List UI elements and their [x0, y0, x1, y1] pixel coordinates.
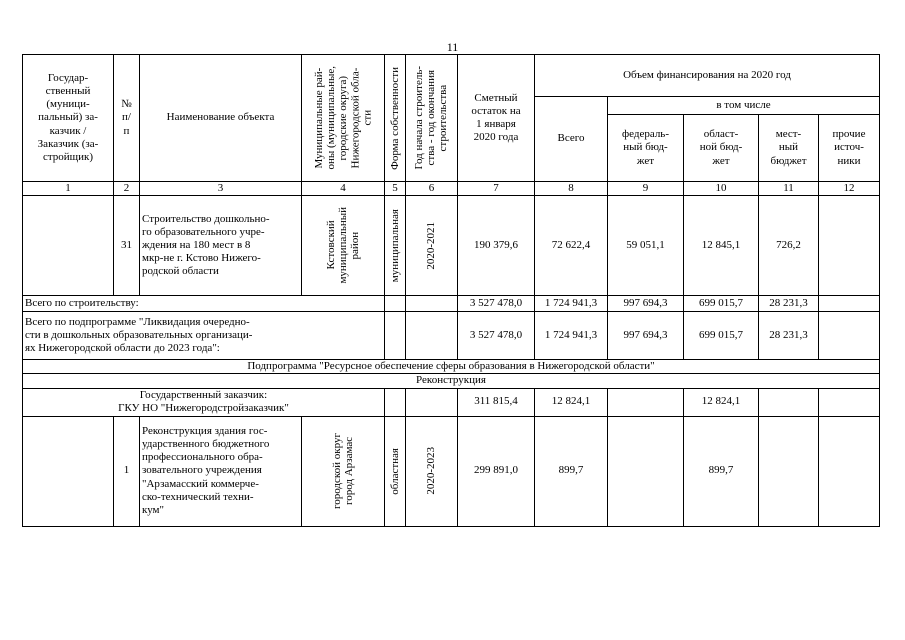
header-district: Муниципальные рай- оны (муниципальные, городские округа) Нижегородской обла- сти — [302, 55, 385, 182]
district-cell: Кстовский муниципальный район — [302, 196, 385, 296]
regional-cell: 12 824,1 — [684, 388, 759, 416]
header-funding: Объем финансирования на 2020 год — [535, 55, 880, 97]
header-other: прочие источ- ники — [819, 115, 880, 182]
header-including: в том числе — [608, 97, 880, 115]
column-index: 4 — [302, 182, 385, 196]
column-index: 12 — [819, 182, 880, 196]
column-index: 1 — [23, 182, 114, 196]
column-index: 5 — [385, 182, 406, 196]
customer-row — [23, 388, 880, 416]
row-number: 31 — [114, 196, 140, 296]
table-row — [23, 196, 880, 296]
header-local: мест- ный бюджет — [759, 115, 819, 182]
local-cell: 28 231,3 — [759, 296, 819, 312]
total-cell: 899,7 — [535, 416, 608, 526]
column-index: 3 — [140, 182, 302, 196]
header-number: № п/ п — [114, 55, 140, 182]
subprogram-title: Подпрограмма "Ресурсное обеспечение сферы образования в Нижегородской области" — [23, 360, 880, 374]
column-index: 11 — [759, 182, 819, 196]
header-ownership: Форма собственности — [385, 55, 406, 182]
other-cell — [819, 196, 880, 296]
row-number: 1 — [114, 416, 140, 526]
balance-cell: 299 891,0 — [458, 416, 535, 526]
balance-cell: 3 527 478,0 — [458, 296, 535, 312]
regional-cell: 12 845,1 — [684, 196, 759, 296]
column-index: 6 — [406, 182, 458, 196]
page-number: 11 — [446, 40, 459, 54]
financing-table — [22, 54, 880, 527]
header-regional: област- ной бюд- жет — [684, 115, 759, 182]
construction-total-label: Всего по строительству: — [23, 296, 385, 312]
federal-cell: 59 051,1 — [608, 196, 684, 296]
header-object-name: Наименование объекта — [140, 55, 302, 182]
column-index: 8 — [535, 182, 608, 196]
total-cell: 72 622,4 — [535, 196, 608, 296]
object-name: Реконструкция здания гос- ударственного бюджетного профессионального обра- зовательного учреждения "Арзамасский коммерче- ско-технический техни- кум" — [140, 416, 302, 526]
years-cell: 2020-2021 — [406, 196, 458, 296]
header-balance: Сметный остаток на 1 января 2020 года — [458, 55, 535, 182]
section-title: Реконструкция — [23, 374, 880, 388]
ownership-cell: муниципальная — [385, 196, 406, 296]
ownership-cell: областная — [385, 416, 406, 526]
local-cell: 28 231,3 — [759, 312, 819, 360]
regional-cell: 699 015,7 — [684, 312, 759, 360]
construction-total-row — [23, 296, 880, 312]
years-cell: 2020-2023 — [406, 416, 458, 526]
header-customer: Государ- ственный (муници- пальный) за- казчик / Заказчик (за- стройщик) — [23, 55, 114, 182]
regional-cell: 899,7 — [684, 416, 759, 526]
column-index: 2 — [114, 182, 140, 196]
subprogram-total-label: Всего по подпрограмме "Ликвидация очередно- сти в дошкольных образовательных организаци- ях Нижегородской области до 2023 года": — [23, 312, 385, 360]
object-name: Строительство дошкольно- го образовательного учре- ждения на 180 мест в 8 мкр-не г. Кстово Нижего- родской области — [140, 196, 302, 296]
column-index: 10 — [684, 182, 759, 196]
local-cell: 726,2 — [759, 196, 819, 296]
total-cell: 1 724 941,3 — [535, 312, 608, 360]
column-index-row — [23, 182, 880, 196]
balance-cell: 190 379,6 — [458, 196, 535, 296]
federal-cell: 997 694,3 — [608, 312, 684, 360]
federal-cell: 997 694,3 — [608, 296, 684, 312]
district-cell: городской округ город Арзамас — [302, 416, 385, 526]
subprogram-total-row — [23, 312, 880, 360]
total-cell: 12 824,1 — [535, 388, 608, 416]
table-row — [23, 416, 880, 526]
customer-label: Государственный заказчик: ГКУ НО "Нижегородстройзаказчик" — [23, 388, 385, 416]
column-index: 9 — [608, 182, 684, 196]
header-total: Всего — [535, 97, 608, 182]
header-federal: федераль- ный бюд- жет — [608, 115, 684, 182]
header-years: Год начала строитель- ства - год окончания строительства — [406, 55, 458, 182]
regional-cell: 699 015,7 — [684, 296, 759, 312]
balance-cell: 311 815,4 — [458, 388, 535, 416]
column-index: 7 — [458, 182, 535, 196]
total-cell: 1 724 941,3 — [535, 296, 608, 312]
balance-cell: 3 527 478,0 — [458, 312, 535, 360]
